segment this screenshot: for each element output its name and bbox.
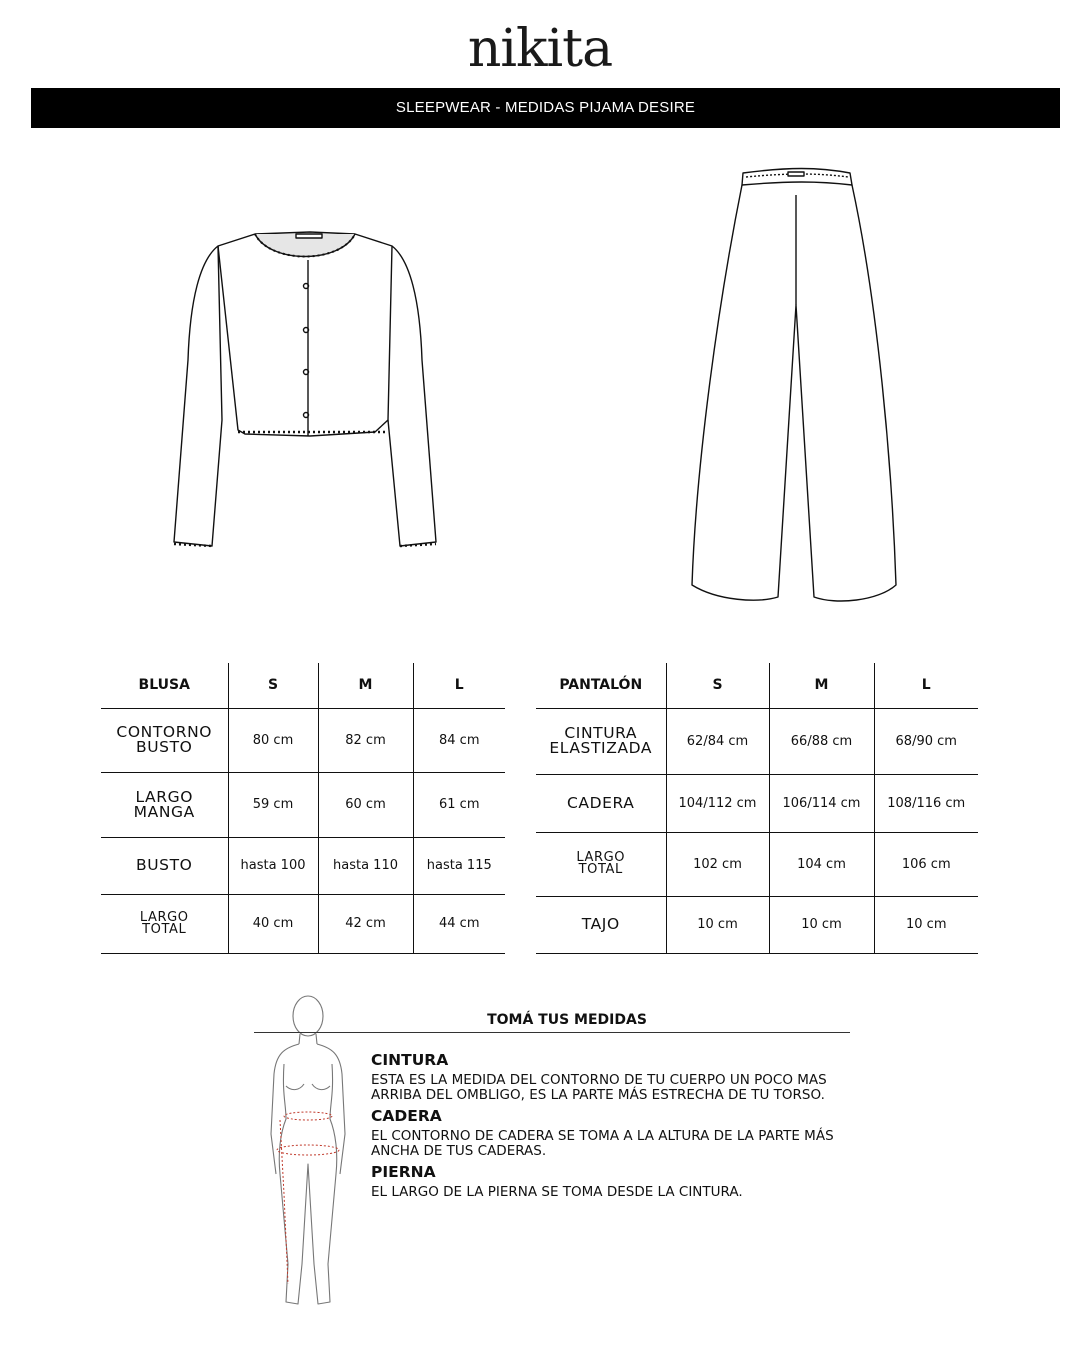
column-header: M — [769, 663, 874, 708]
size-value: 108/116 cm — [874, 774, 978, 832]
size-value: 62/84 cm — [666, 708, 769, 774]
size-value: 102 cm — [666, 832, 769, 896]
row-label — [101, 837, 228, 894]
size-value: 84 cm — [413, 708, 505, 772]
size-value: 80 cm — [228, 708, 318, 772]
brand-logo: nikita — [467, 19, 613, 79]
table-row — [101, 894, 505, 953]
body-figure-icon — [266, 994, 356, 1314]
blusa-size-table — [101, 663, 505, 954]
table-row — [101, 708, 505, 772]
row-label-line: TOTAL — [578, 862, 623, 877]
row-label-line: LARGO — [135, 787, 194, 806]
table-header-row — [536, 663, 978, 708]
table-row — [536, 832, 978, 896]
table-row — [536, 708, 978, 774]
size-value: hasta 110 — [318, 837, 413, 894]
table-row — [101, 837, 505, 894]
size-value: 59 cm — [228, 772, 318, 837]
size-value: 104 cm — [769, 832, 874, 896]
howto-heading-cadera: CADERA — [371, 1107, 442, 1125]
size-value: 10 cm — [666, 896, 769, 953]
table-row — [536, 896, 978, 953]
row-label — [536, 896, 666, 953]
size-value: 106 cm — [874, 832, 978, 896]
howto-text-pierna: EL LARGO DE LA PIERNA SE TOMA DESDE LA CINTURA. — [371, 1184, 743, 1200]
howto-text-cadera: EL CONTORNO DE CADERA SE TOMA A LA ALTURA DE LA PARTE MÁS ANCHA DE TUS CADERAS. — [371, 1128, 834, 1159]
size-value: hasta 115 — [413, 837, 505, 894]
row-label-line: TOTAL — [142, 921, 187, 937]
column-header: L — [874, 663, 978, 708]
size-value: 44 cm — [413, 894, 505, 953]
pantalon-size-table — [536, 663, 978, 954]
howto-title: TOMÁ TUS MEDIDAS — [487, 1012, 647, 1028]
size-value: 66/88 cm — [769, 708, 874, 774]
row-label-line: ELASTIZADA — [549, 739, 653, 757]
size-value: 61 cm — [413, 772, 505, 837]
row-label-line: LARGO — [139, 909, 189, 925]
column-header: M — [318, 663, 413, 708]
table-row — [101, 772, 505, 837]
size-value: 68/90 cm — [874, 708, 978, 774]
row-label-line: LARGO — [576, 850, 626, 865]
howto-divider — [254, 1032, 850, 1033]
column-header: S — [228, 663, 318, 708]
row-label — [536, 774, 666, 832]
size-value: 104/112 cm — [666, 774, 769, 832]
row-label-line: BUSTO — [136, 856, 193, 874]
row-label-line: MANGA — [133, 802, 195, 821]
size-value: 60 cm — [318, 772, 413, 837]
column-header: BLUSA — [101, 663, 228, 708]
size-value: 10 cm — [769, 896, 874, 953]
table-row — [536, 774, 978, 832]
column-header: PANTALÓN — [536, 663, 666, 708]
row-label-line: CINTURA — [564, 724, 638, 742]
table-header-row — [101, 663, 505, 708]
size-value: 106/114 cm — [769, 774, 874, 832]
row-label-line: TAJO — [581, 915, 620, 933]
size-value: 82 cm — [318, 708, 413, 772]
column-header: S — [666, 663, 769, 708]
howto-instructions — [371, 1050, 861, 1203]
row-label — [101, 894, 228, 953]
size-value: 42 cm — [318, 894, 413, 953]
row-label — [101, 772, 228, 837]
row-label — [101, 708, 228, 772]
howto-heading-cintura: CINTURA — [371, 1051, 449, 1069]
howto-heading-pierna: PIERNA — [371, 1163, 436, 1181]
size-value: 40 cm — [228, 894, 318, 953]
howto-text-cintura: ESTA ES LA MEDIDA DEL CONTORNO DE TU CUERPO UN POCO MAS ARRIBA DEL OMBLIGO, ES LA PARTE MÁS ESTRECHA DE TU TORSO. — [371, 1072, 827, 1103]
size-value: 10 cm — [874, 896, 978, 953]
column-header: L — [413, 663, 505, 708]
size-value: hasta 100 — [228, 837, 318, 894]
title-banner: SLEEPWEAR - MEDIDAS PIJAMA DESIRE — [31, 88, 1060, 128]
row-label — [536, 832, 666, 896]
row-label-line: CADERA — [567, 793, 635, 812]
pants-sketch-icon — [688, 165, 908, 610]
row-label — [536, 708, 666, 774]
row-label-line: CONTORNO — [116, 723, 213, 741]
row-label-line: BUSTO — [136, 738, 193, 756]
blouse-sketch-icon — [160, 220, 450, 560]
